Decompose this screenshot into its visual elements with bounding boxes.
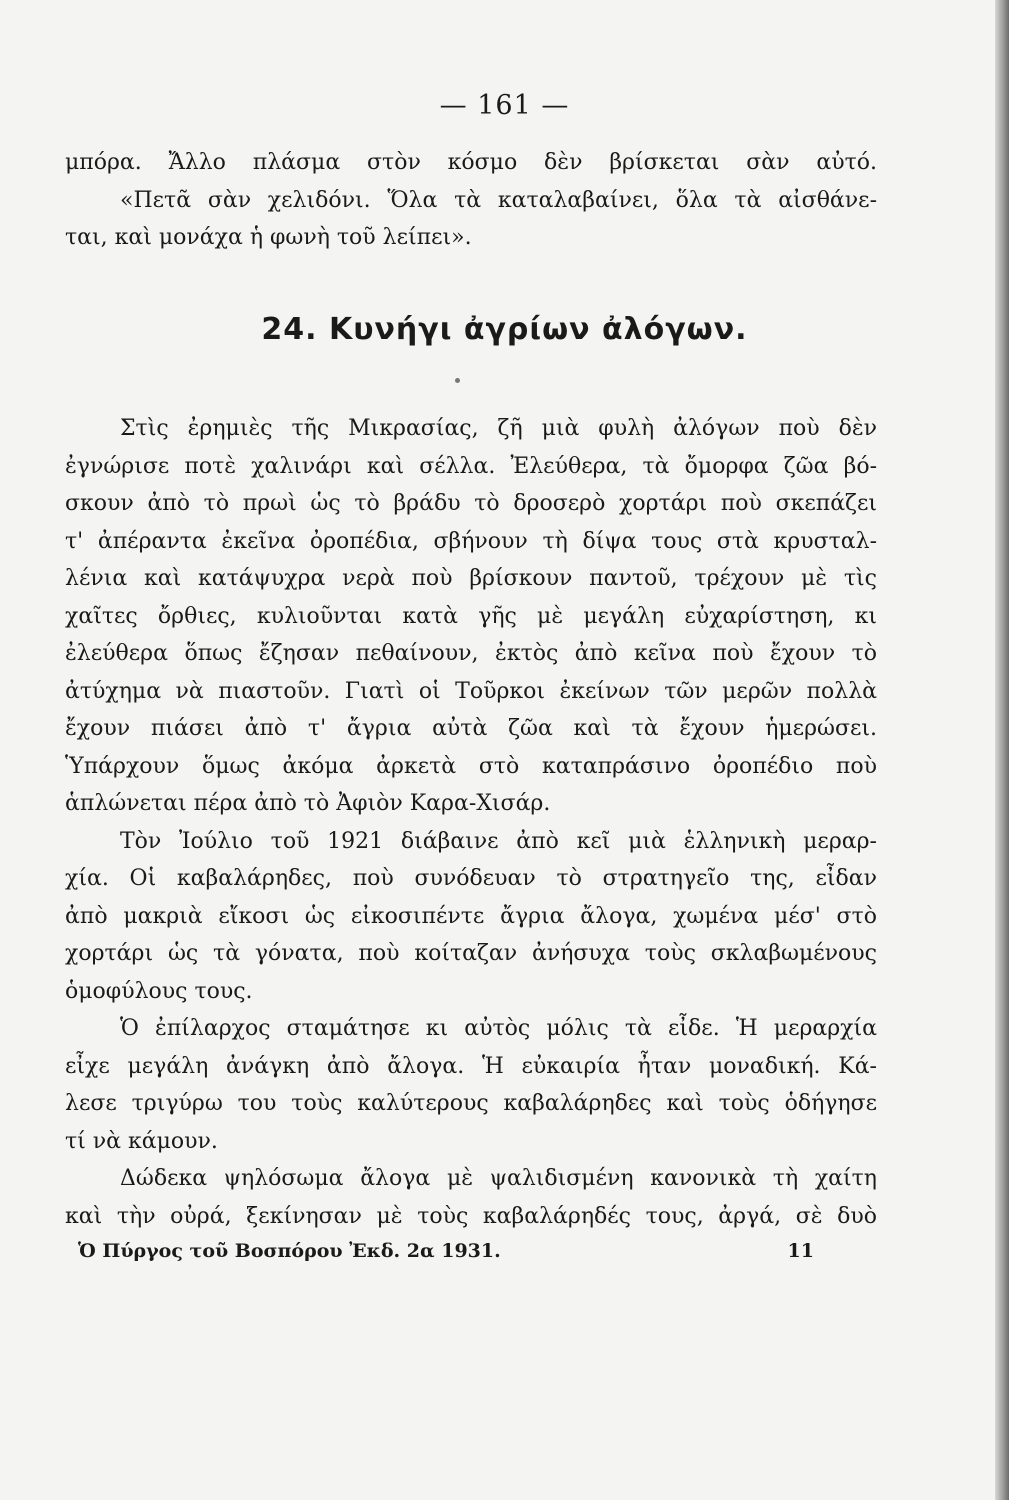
text-line: εἶχε μεγάλη ἀνάγκη ἀπὸ ἄλογα. Ἡ εὐκαιρία ἦταν μοναδική. Κά- bbox=[65, 1053, 877, 1079]
text-line: ἔχουν πιάσει ἀπὸ τ' ἄγρια αὐτὰ ζῶα καὶ τὰ ἔχουν ἡμερώσει. bbox=[65, 716, 877, 741]
page-edge-shadow bbox=[995, 0, 1009, 1500]
text-line: ἀτύχημα νὰ πιαστοῦν. Γιατὶ οἱ Τοῦρκοι ἐκείνων τῶν μερῶν πολλὰ bbox=[65, 678, 877, 704]
text-line: σκουν ἀπὸ τὸ πρωὶ ὡς τὸ βράδυ τὸ δροσερὸ χορτάρι ποὺ σκεπάζει bbox=[65, 491, 877, 516]
text-line: ἐλεύθερα ὅπως ἔζησαν πεθαίνουν, ἐκτὸς ἀπὸ κεῖνα ποὺ ἔχουν τὸ bbox=[65, 641, 877, 666]
text-line: Ὑπάρχουν ὅμως ἀκόμα ἀρκετὰ στὸ καταπράσινο ὀροπέδιο ποὺ bbox=[65, 753, 877, 779]
body-text bbox=[65, 410, 877, 1235]
text-line: «Πετᾶ σὰν χελιδόνι. Ὅλα τὰ καταλαβαίνει, ὅλα τὰ αἰσθάνε- bbox=[120, 187, 877, 213]
text-line: χαῖτες ὄρθιες, κυλιοῦνται κατὰ γῆς μὲ μεγάλη εὐχαρίστηση, κι bbox=[65, 603, 877, 629]
text-line: ἐγνώρισε ποτὲ χαλινάρι καὶ σέλλα. Ἐλεύθερα, τὰ ὄμορφα ζῶα βό- bbox=[65, 453, 877, 479]
text-line: Δώδεκα ψηλόσωμα ἄλογα μὲ ψαλιδισμένη κανονικὰ τὴ χαίτη bbox=[120, 1166, 877, 1191]
footer-signature: Ὁ Πύργος τοῦ Βοσπόρου Ἐκδ. 2α 1931. bbox=[78, 1240, 501, 1262]
signature-number: 11 bbox=[787, 1240, 814, 1262]
opening-passage bbox=[65, 144, 877, 257]
paragraph bbox=[65, 823, 877, 1011]
paragraph bbox=[65, 1160, 877, 1235]
text-line: ἁπλώνεται πέρα ἀπὸ τὸ Ἀφιὸν Καρα-Χισάρ. bbox=[65, 791, 551, 816]
print-speck bbox=[455, 378, 460, 383]
text-line: χία. Οἱ καβαλάρηδες, ποὺ συνόδευαν τὸ στρατηγεῖο της, εἶδαν bbox=[65, 866, 877, 891]
text-line: ἀπὸ μακριὰ εἴκοσι ὡς εἰκοσιπέντε ἄγρια ἄλογα, χωμένα μέσ' στὸ bbox=[65, 903, 877, 929]
paragraph bbox=[65, 410, 877, 823]
section-heading: 24. Κυνήγι ἀγρίων ἀλόγων. bbox=[261, 312, 748, 347]
text-line: λένια καὶ κατάψυχρα νερὰ ποὺ βρίσκουν παντοῦ, τρέχουν μὲ τὶς bbox=[65, 566, 877, 591]
page-number: — 161 — bbox=[439, 90, 570, 121]
text-line: Στὶς ἐρημιὲς τῆς Μικρασίας, ζῆ μιὰ φυλὴ ἀλόγων ποὺ δὲν bbox=[120, 416, 877, 441]
text-line: Ὁ ἐπίλαρχος σταμάτησε κι αὐτὸς μόλις τὰ εἶδε. Ἡ μεραρχία bbox=[120, 1016, 877, 1041]
text-line: μπόρα. Ἄλλο πλάσμα στὸν κόσμο δὲν βρίσκεται σὰν αὐτό. bbox=[65, 150, 877, 175]
text-line: τί νὰ κάμουν. bbox=[65, 1128, 218, 1154]
text-line: καὶ τὴν οὐρά, ξεκίνησαν μὲ τοὺς καβαλάρηδές τους, ἀργά, σὲ δυὸ bbox=[65, 1203, 877, 1229]
text-line: Τὸν Ἰούλιο τοῦ 1921 διάβαινε ἀπὸ κεῖ μιὰ ἑλληνικὴ μεραρ- bbox=[120, 828, 877, 854]
text-line: τ' ἀπέραντα ἐκεῖνα ὀροπέδια, σβήνουν τὴ δίψα τους στὰ κρυσταλ- bbox=[65, 528, 877, 554]
text-line: χορτάρι ὡς τὰ γόνατα, ποὺ κοίταζαν ἀνήσυχα τοὺς σκλαβωμένους bbox=[65, 941, 877, 966]
paragraph bbox=[65, 1010, 877, 1160]
text-line: ὁμοφύλους τους. bbox=[65, 978, 253, 1004]
text-line: ται, καὶ μονάχα ἡ φωνὴ τοῦ λείπει». bbox=[65, 225, 472, 250]
text-line: λεσε τριγύρω του τοὺς καλύτερους καβαλάρηδες καὶ τοὺς ὁδήγησε bbox=[65, 1091, 877, 1116]
